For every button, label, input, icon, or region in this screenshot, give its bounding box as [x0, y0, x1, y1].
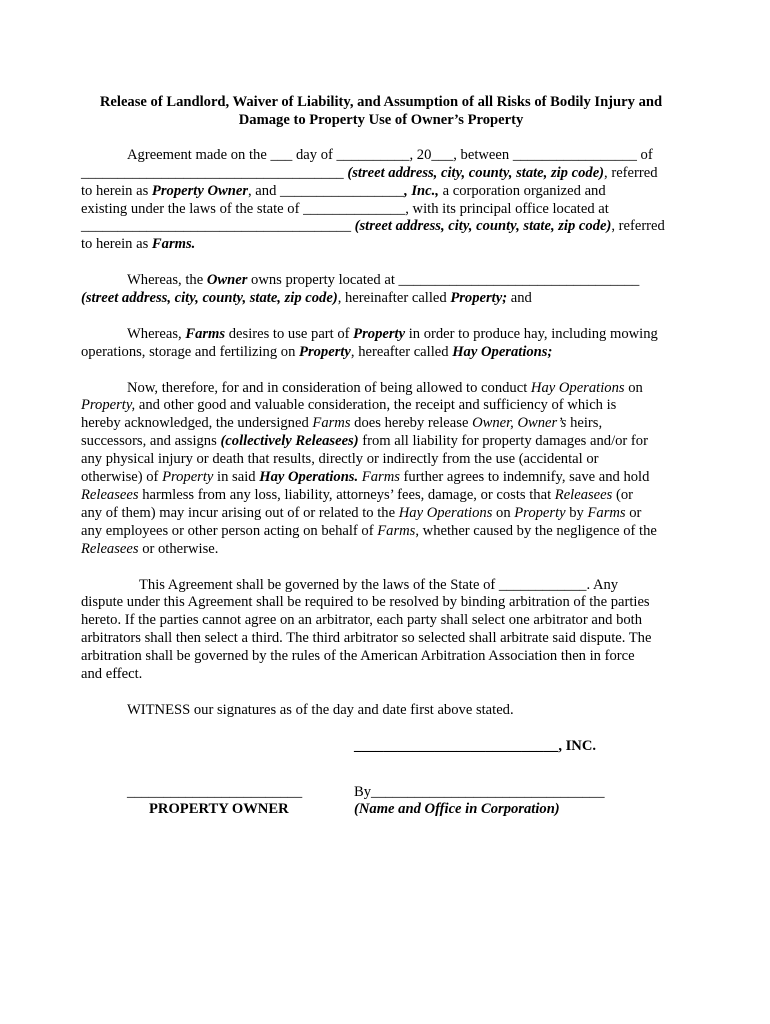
text: on: [624, 379, 643, 396]
defined-term: Property: [299, 343, 351, 360]
text: , and _________________: [248, 182, 405, 199]
text: otherwise) of: [81, 469, 163, 486]
text: , hereinafter called: [337, 290, 451, 307]
text: _____________________________________: [81, 218, 355, 235]
italic-term: Farms: [312, 415, 351, 432]
text: to herein as: [81, 182, 152, 199]
defined-term: Hay Operations.: [259, 469, 359, 486]
text: any of them) may incur arising out of or related to the: [81, 504, 399, 521]
address-placeholder: (street address, city, county, state, zip code): [81, 290, 338, 307]
defined-term: Property: [353, 325, 406, 342]
text: or: [625, 504, 642, 521]
text: ____________________________________: [81, 164, 348, 181]
italic-term: Releasees: [81, 486, 139, 503]
text: existing under the laws of the state of ______________, with its principal office located at: [81, 200, 609, 217]
defined-term: Property;: [450, 290, 508, 307]
text: , referred: [611, 218, 665, 235]
defined-term: , Inc.,: [404, 182, 439, 199]
governing-law-paragraph: [81, 577, 681, 684]
text: hereby acknowledged, the undersigned: [81, 415, 313, 432]
whereas-farms-paragraph: [81, 326, 681, 362]
italic-term: Farms: [587, 504, 626, 521]
italic-term: Owner, Owner’s: [472, 415, 567, 432]
italic-term: Farms: [377, 522, 416, 539]
italic-term: Releasees: [554, 486, 613, 503]
text: successors, and assigns: [81, 433, 221, 450]
text: any physical injury or death that results, directly or indirectly from the use (accidental or: [81, 451, 599, 468]
defined-term: Farms: [185, 325, 226, 342]
address-placeholder: (street address, city, county, state, zip code): [347, 164, 605, 181]
text: arbitration shall be governed by the rules of the American Arbitration Association then in force: [81, 648, 635, 665]
text: dispute under this Agreement shall be required to be resolved by binding arbitration of the parties: [81, 594, 650, 611]
italic-term: Property: [162, 469, 214, 486]
document-title: [81, 94, 681, 130]
text: , hereafter called: [350, 343, 453, 360]
defined-term: (collectively Releasees): [220, 433, 359, 450]
address-placeholder: (street address, city, county, state, zip code): [354, 218, 612, 235]
italic-term: Farms: [361, 469, 400, 486]
text: and other good and valuable consideration, the receipt and sufficiency of which is: [135, 397, 617, 414]
text: does hereby release: [350, 415, 473, 432]
italic-term: Hay Operations: [398, 504, 493, 521]
text: a corporation organized and: [438, 182, 606, 199]
text: by: [565, 504, 588, 521]
text: and effect.: [81, 666, 143, 683]
defined-term: Hay Operations;: [452, 343, 553, 360]
text: any employees or other person acting on behalf of: [81, 522, 378, 539]
signature-block: [81, 784, 681, 844]
text: Agreement made on the ___ day of __________, 20___, between _________________ of: [127, 146, 653, 163]
text: to herein as: [81, 236, 152, 253]
title-line-2: Damage to Property Use of Owner’s Property: [238, 111, 524, 128]
by-signature-label: (Name and Office in Corporation): [354, 801, 560, 818]
text: Whereas,: [127, 325, 186, 342]
owner-signature-label: PROPERTY OWNER: [149, 801, 289, 818]
italic-term: Property: [514, 504, 566, 521]
text: Now, therefore, for and in consideration of being allowed to conduct: [127, 379, 531, 396]
text: arbitrators shall then select a third. The third arbitrator so selected shall arbitrate said dispute. The: [81, 630, 652, 647]
witness-paragraph: WITNESS our signatures as of the day and date first above stated.: [127, 701, 514, 718]
by-signature-line: By________________________________: [354, 783, 605, 800]
defined-term: Property Owner: [151, 182, 248, 199]
release-paragraph: [81, 380, 681, 559]
text: on: [492, 504, 515, 521]
italic-term: Hay Operations: [530, 379, 625, 396]
text: This Agreement shall be governed by the laws of the State of ____________. Any: [139, 576, 619, 593]
text: or otherwise.: [138, 540, 219, 557]
text: harmless from any loss, liability, attorneys’ fees, damage, or costs that: [138, 486, 555, 503]
text: in said: [213, 469, 260, 486]
text: Whereas, the: [127, 272, 207, 289]
text: and: [507, 290, 532, 307]
owner-signature-line: ________________________: [127, 783, 303, 800]
corporation-signature-line: ____________________________, INC.: [354, 737, 597, 754]
text: operations, storage and fertilizing on: [81, 343, 300, 360]
text: , whether caused by the negligence of the: [415, 522, 657, 539]
text: owns property located at _________________________________: [247, 272, 640, 289]
text: in order to produce hay, including mowing: [405, 325, 658, 342]
italic-term: Property,: [81, 397, 136, 414]
defined-term: Owner: [206, 272, 248, 289]
text: (or: [612, 486, 633, 503]
text: from all liability for property damages and/or for: [358, 433, 648, 450]
text: further agrees to indemnify, save and hold: [399, 469, 650, 486]
document-page: [81, 94, 681, 844]
agreement-paragraph: [81, 147, 681, 254]
text: hereto. If the parties cannot agree on an arbitrator, each party shall select one arbitrator and both: [81, 612, 643, 629]
title-line-1: Release of Landlord, Waiver of Liability, and Assumption of all Risks of Bodily Injury and: [99, 94, 663, 110]
whereas-owner-paragraph: [81, 272, 681, 308]
text: desires to use part of: [225, 325, 354, 342]
italic-term: Releasees: [81, 540, 139, 557]
text: , referred: [604, 164, 658, 181]
text: heirs,: [566, 415, 603, 432]
defined-term: Farms.: [151, 236, 196, 253]
